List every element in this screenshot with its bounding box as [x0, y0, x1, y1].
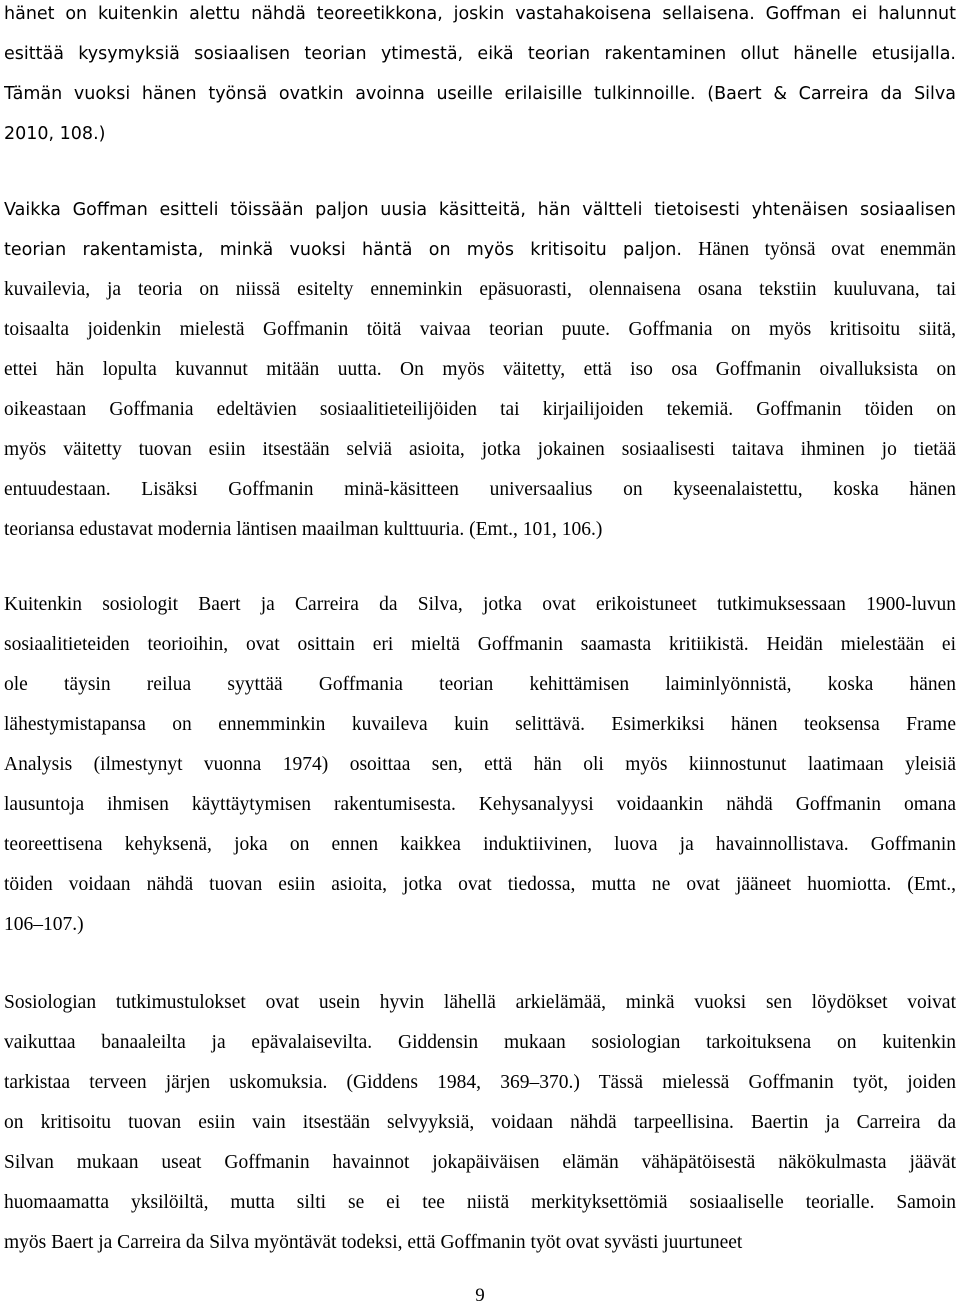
text-segment: Analysis (ilmestynyt vuonna 1974) osoittaa sen, että hän oli myös kiinnostunut laatimaan yleisiä [4, 754, 956, 775]
text-line [4, 785, 956, 825]
text-segment: teoriansa edustavat modernia läntisen maailman kulttuuria. (Emt., 101, 106.) [4, 519, 603, 540]
text-line [4, 34, 956, 74]
text-segment: Silvan mukaan useat Goffmanin havainnot jokapäiväisen elämän vähäpätöisestä näkökulmasta jäävät [4, 1152, 956, 1173]
text-segment: töiden voidaan nähdä tuovan esiin asioita, jotka ovat tiedossa, mutta ne ovat jääneet huomiotta. (Emt., [4, 874, 956, 895]
text-line [4, 0, 956, 34]
text-segment: myös Baert ja Carreira da Silva myöntävät todeksi, että Goffmanin työt ovat syvästi juurtuneet [4, 1232, 743, 1253]
text-segment: tarkistaa terveen järjen uskomuksia. (Giddens 1984, 369–370.) Tässä mielessä Goffmanin työt, joiden [4, 1072, 956, 1093]
text-segment: Sosiologian tutkimustulokset ovat usein hyvin lähellä arkielämää, minkä vuoksi sen löydökset voivat [4, 992, 956, 1013]
text-line [4, 1183, 956, 1223]
text-line [4, 865, 956, 905]
text-line [4, 230, 956, 270]
text-segment: ole täysin reilua syyttää Goffmania teorian kehittämisen laiminlyönnistä, koska hänen [4, 674, 956, 695]
text-segment: oikeastaan Goffmania edeltävien sosiaalitieteilijöiden tai kirjailijoiden tekemiä. Goffmanin töiden on [4, 399, 956, 420]
text-segment: on kritisoitu tuovan esiin vain itsestään selvyyksiä, voidaan nähdä tarpeellisina. Baertin ja Carreira da [4, 1112, 956, 1133]
text-line [4, 1143, 956, 1183]
text-segment: lausuntoja ihmisen käyttäytymisen rakentumisesta. Kehysanalyysi voidaankin nähdä Goffmanin omana [4, 794, 956, 815]
text-segment: teorian rakentamista, minkä vuoksi häntä on myös kritisoitu paljon. [4, 240, 699, 260]
text-line [4, 625, 956, 665]
paragraph [4, 585, 956, 945]
text-line [4, 1063, 956, 1103]
text-line [4, 1223, 956, 1263]
text-line [4, 510, 956, 550]
text-line [4, 74, 956, 114]
text-segment: teoreettisena kehyksenä, joka on ennen kaikkea induktiivinen, luova ja havainnollistava. Goffmanin [4, 834, 956, 855]
text-line [4, 114, 956, 154]
text-segment: 2010, 108.) [4, 124, 106, 144]
text-line [4, 983, 956, 1023]
text-segment: huomaamatta yksilöiltä, mutta silti se ei tee niistä merkityksettömiä sosiaaliselle teorialle. Samoin [4, 1192, 956, 1213]
text-line [4, 585, 956, 625]
text-line [4, 1023, 956, 1063]
text-line [4, 705, 956, 745]
text-segment: hänet on kuitenkin alettu nähdä teoreetikkona, joskin vastahakoisena sellaisena. Goffman ei halunnut [4, 4, 956, 24]
text-segment: Hänen työnsä ovat enemmän [698, 239, 956, 260]
text-segment: lähestymistapansa on ennemminkin kuvaileva kuin selittävä. Esimerkiksi hänen teoksensa Frame [4, 714, 956, 735]
text-segment: sosiaalitieteiden teorioihin, ovat osittain eri mieltä Goffmanin saamasta kritiikistä. Heidän mielestään ei [4, 634, 956, 655]
text-segment: vaikuttaa banaaleilta ja epävalaisevilta. Giddensin mukaan sosiologian tarkoituksena on kuitenkin [4, 1032, 956, 1053]
text-segment: ettei hän lopulta kuvannut mitään uutta. On myös väitetty, että iso osa Goffmanin oivalluksista on [4, 359, 956, 380]
text-segment: entuudestaan. Lisäksi Goffmanin minä-käsitteen universaalius on kyseenalaistettu, koska hänen [4, 479, 956, 500]
text-segment: 106–107.) [4, 914, 84, 935]
text-line [4, 905, 956, 945]
paragraph [4, 983, 956, 1263]
paragraph [4, 0, 956, 154]
text-line [4, 430, 956, 470]
text-segment: toisaalta joidenkin mielestä Goffmanin töitä vaivaa teorian puute. Goffmania on myös kritisoitu siitä, [4, 319, 956, 340]
text-segment: esittää kysymyksiä sosiaalisen teorian ytimestä, eikä teorian rakentaminen ollut hänelle etusijalla. [4, 44, 956, 64]
text-line [4, 665, 956, 705]
text-line [4, 310, 956, 350]
text-line [4, 745, 956, 785]
text-segment: myös väitetty tuovan esiin itsestään selviä asioita, jotka jokainen sosiaalisesti taitava ihminen jo tietää [4, 439, 956, 460]
page-number: 9 [475, 1285, 485, 1306]
text-line [4, 470, 956, 510]
text-segment: kuvailevia, ja teoria on niissä esitelty enneminkin epäsuorasti, olennaisena osana tekstiin kuuluvana, tai [4, 279, 956, 300]
text-segment: Tämän vuoksi hänen työnsä ovatkin avoinna useille erilaisille tulkinnoille. (Baert & Carreira da Silva [4, 84, 956, 104]
text-segment: Kuitenkin sosiologit Baert ja Carreira da Silva, jotka ovat erikoistuneet tutkimuksessaan 1900-luvun [4, 594, 956, 615]
paragraph [4, 190, 956, 550]
text-line [4, 270, 956, 310]
text-line [4, 190, 956, 230]
text-line [4, 350, 956, 390]
text-line [4, 1103, 956, 1143]
text-line [4, 390, 956, 430]
text-line [4, 825, 956, 865]
text-segment: Vaikka Goffman esitteli töissään paljon uusia käsitteitä, hän vältteli tietoisesti yhtenäisen sosiaalisen [4, 200, 956, 220]
